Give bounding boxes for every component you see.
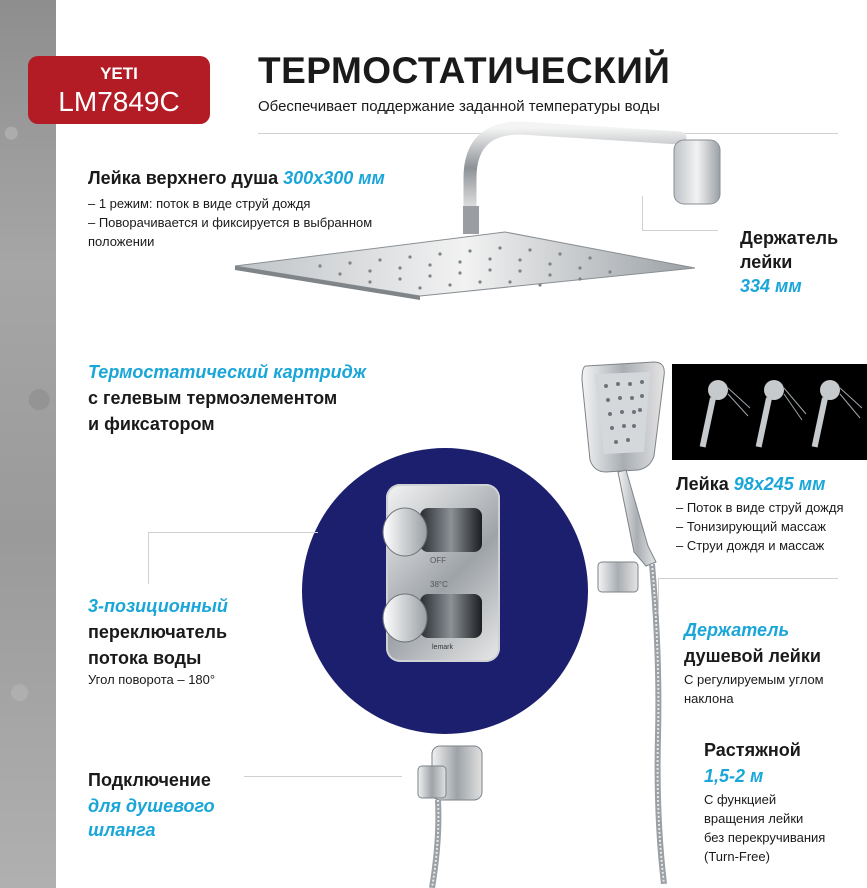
hose-note: без перекручивания — [704, 830, 826, 845]
hand-holder-title: Держатель — [684, 620, 790, 640]
arm-holder-title: Держатель — [740, 228, 839, 248]
top-shower-bullet: – 1 режим: поток в виде струй дождя — [88, 196, 311, 211]
hose-note: вращения лейки — [704, 811, 804, 826]
switch-title: 3-позиционный — [88, 596, 228, 616]
concrete-texture — [0, 0, 56, 888]
hose-size: 1,5-2 м — [704, 766, 764, 786]
top-shower-bullet: положении — [88, 234, 155, 249]
panel-logo: lemark — [432, 644, 454, 651]
top-shower-size: 300х300 мм — [283, 168, 385, 188]
cartridge-line2: с гелевым термоэлементом — [88, 388, 338, 408]
hand-shower-heading — [676, 472, 825, 496]
hand-shower-image — [576, 356, 686, 884]
switch-note: Угол поворота – 180° — [88, 672, 216, 687]
top-shower-label: Лейка верхнего душа — [88, 168, 284, 188]
hose-connection-image — [410, 740, 490, 888]
arm-holder-pointer-h — [642, 230, 718, 231]
spray-modes-image — [672, 364, 867, 460]
connection-pointer — [244, 776, 402, 777]
page-subtitle: Обеспечивает поддержание заданной температуры воды — [258, 98, 660, 115]
top-shower-bullet: – Поворачивается и фиксируется в выбранном — [88, 215, 373, 230]
hand-holder-note1: С регулируемым углом — [684, 672, 824, 687]
arm-holder-line2: лейки — [740, 252, 793, 272]
hand-shower-label: Лейка — [676, 474, 734, 494]
switch-line3: потока воды — [88, 648, 202, 668]
badge-model: LM7849C — [58, 86, 180, 117]
hand-holder-note2: наклона — [684, 691, 734, 706]
hand-shower-bullet: – Поток в виде струй дождя — [676, 500, 844, 515]
switch-line2: переключатель — [88, 622, 228, 642]
hand-shower-bullet: – Струи дождя и массаж — [676, 538, 825, 553]
top-shower-heading — [88, 166, 385, 190]
hand-holder-pointer — [658, 578, 659, 614]
badge-series: YETI — [100, 64, 138, 83]
hand-holder-line2: душевой лейки — [684, 646, 821, 666]
hand-shower-bullets — [676, 498, 843, 555]
arm-holder-pointer — [642, 196, 643, 230]
model-badge — [28, 56, 210, 124]
connection-line3: шланга — [88, 820, 156, 840]
connection-title: Подключение — [88, 770, 211, 790]
switch-pointer-h — [148, 532, 318, 533]
hose-title: Растяжной — [704, 740, 801, 760]
thermostat-knobs — [380, 496, 500, 656]
connection-line2: для душевого — [88, 796, 215, 816]
arm-holder-size: 334 мм — [740, 276, 802, 296]
hose-notes — [704, 790, 825, 866]
panel-temp-mark: 38°C — [430, 580, 448, 589]
panel-off-mark: OFF — [430, 556, 446, 565]
hose-note: С функцией — [704, 792, 777, 807]
hand-holder-pointer-h — [658, 578, 838, 579]
hand-shower-size: 98х245 мм — [733, 474, 826, 494]
spray-modes-strip — [672, 364, 867, 460]
cartridge-title: Термостатический картридж — [88, 362, 366, 382]
hand-holder-note — [684, 670, 824, 708]
hose-note: (Turn-Free) — [704, 849, 770, 864]
top-shower-bullets — [88, 194, 372, 251]
cartridge-line3: и фиксатором — [88, 414, 215, 434]
switch-pointer — [148, 532, 149, 584]
hand-shower-bullet: – Тонизирующий массаж — [676, 519, 826, 534]
page-title: ТЕРМОСТАТИЧЕСКИЙ — [258, 50, 671, 91]
